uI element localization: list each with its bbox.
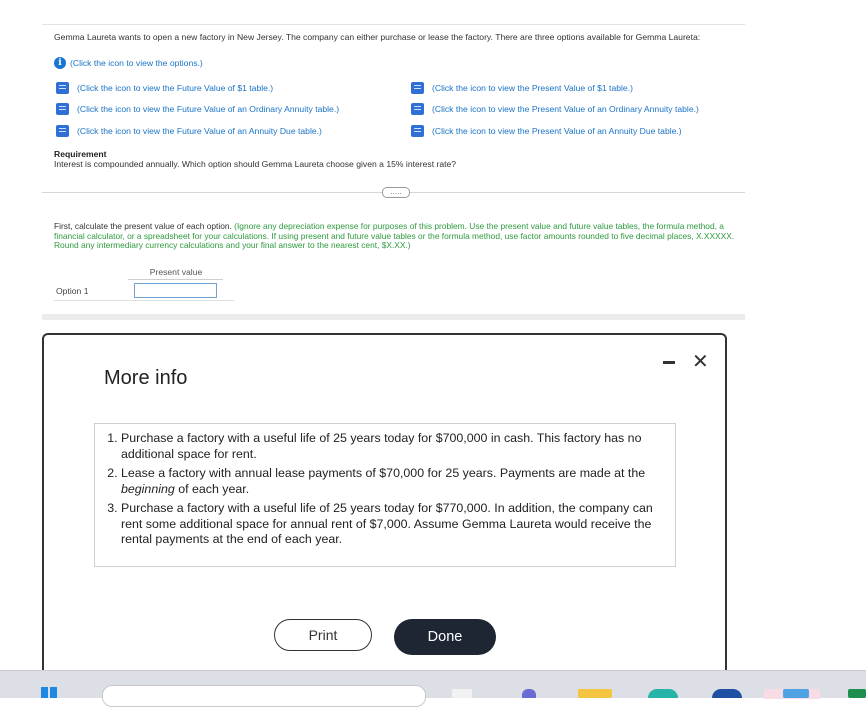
requirement-title: Requirement [54, 149, 107, 159]
pv-single-table-link[interactable] [411, 82, 633, 94]
table-book-icon[interactable] [56, 82, 69, 94]
close-icon[interactable]: ✕ [692, 351, 709, 373]
table-book-icon[interactable] [411, 103, 424, 115]
fv-single-table-link[interactable] [56, 82, 273, 94]
option-2-emphasis: beginning [121, 481, 175, 496]
options-list [95, 424, 675, 548]
option-1-present-value-input[interactable] [134, 283, 217, 298]
requirement-text: Interest is compounded annually. Which option should Gemma Laureta choose given a 15% interest rate? [54, 159, 457, 169]
option-item [121, 466, 661, 497]
top-rule [42, 24, 745, 25]
table-book-icon[interactable] [411, 82, 424, 94]
option-2-text-end: of each year. [174, 481, 250, 496]
dialog-title: More info [104, 367, 188, 389]
pv-ordinary-label[interactable]: (Click the icon to view the Present Value of an Ordinary Annuity table.) [432, 104, 699, 114]
pv-due-label[interactable]: (Click the icon to view the Present Value of an Annuity Due table.) [432, 126, 682, 136]
options-link-label[interactable]: (Click the icon to view the options.) [70, 58, 203, 68]
instruction-main: First, calculate the present value of each option. [54, 221, 235, 231]
more-info-dialog [42, 333, 727, 673]
pv-ordinary-annuity-table-link[interactable] [411, 103, 699, 115]
fv-single-label[interactable]: (Click the icon to view the Future Value of $1 table.) [77, 83, 274, 93]
question-intro: Gemma Laureta wants to open a new factory in New Jersey. The company can either purchase or lease the factory. There are three options available for Gemma Laureta: [54, 32, 701, 42]
fv-annuity-due-table-link[interactable] [56, 125, 322, 137]
option-item: 1. Purchase a factory with a useful life of 25 years today for $700,000 in cash. This factory has no additional space for rent. [121, 431, 661, 462]
options-link[interactable] [54, 57, 203, 69]
table-book-icon[interactable] [411, 125, 424, 137]
expand-ellipsis-button[interactable]: ..... [382, 187, 410, 198]
panel-bottom-bar [42, 314, 745, 320]
taskbar-search-box[interactable] [102, 685, 426, 707]
info-icon[interactable]: i [54, 57, 66, 69]
answer-instructions [54, 222, 744, 251]
row-rule [54, 300, 234, 301]
fv-ordinary-label[interactable]: (Click the icon to view the Future Value of an Ordinary Annuity table.) [77, 104, 340, 114]
print-button[interactable]: Print [274, 619, 372, 651]
fv-ordinary-annuity-table-link[interactable] [56, 103, 339, 115]
pv-single-label[interactable]: (Click the icon to view the Present Value of $1 table.) [432, 83, 633, 93]
option-2-text: Lease a factory with annual lease payments of $70,000 for 25 years. Payments are made at the [121, 466, 646, 480]
option-item: 3. Purchase a factory with a useful life of 25 years today for $770,000. In addition, the company can rent some additional space for annual rent of $7,000. Assume Gemma Laureta would receive the rental payments at the end of each year. [121, 501, 661, 548]
fv-due-label[interactable]: (Click the icon to view the Future Value of an Annuity Due table.) [77, 126, 322, 136]
taskbar [0, 670, 866, 698]
done-button[interactable]: Done [394, 619, 496, 655]
column-header-rule [128, 279, 223, 280]
instruction-note: (Ignore any depreciation expense for purposes of this problem. Use the present value and future value tables, the formula method, a financial calculator, or a spreadsheet for your calculations. If using present and future value tables or the formula method, use factor amounts rounded to five decimal places, X.XXXXX. Round any intermediary currency calculations and your final answer to the nearest cent, $X.XX.) [54, 221, 735, 251]
option-1-label: Option 1 [56, 286, 89, 296]
windows-start-icon[interactable] [41, 687, 57, 698]
pv-annuity-due-table-link[interactable] [411, 125, 682, 137]
minimize-icon[interactable] [663, 361, 675, 364]
options-box [94, 423, 676, 567]
table-book-icon[interactable] [56, 125, 69, 137]
present-value-column-header: Present value [149, 267, 203, 277]
table-book-icon[interactable] [56, 103, 69, 115]
